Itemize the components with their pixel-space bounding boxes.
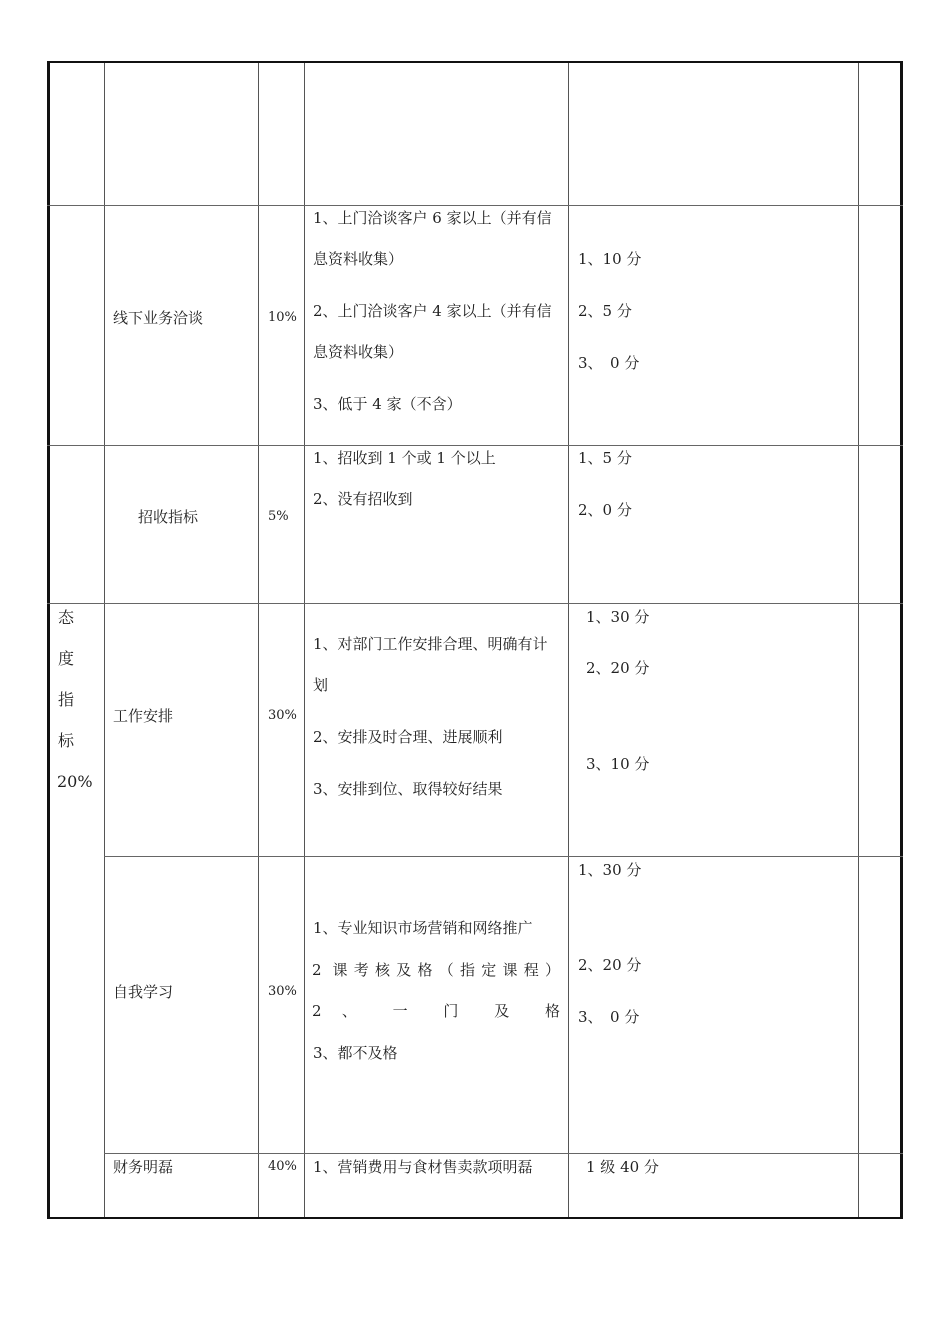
column-divider <box>304 62 305 1218</box>
table-border-right <box>900 62 903 1219</box>
row-divider <box>104 856 903 857</box>
category-char: 标 <box>58 731 75 750</box>
column-divider <box>858 62 859 1218</box>
criteria-line: 划 <box>313 676 329 694</box>
score-line: 2、20 分 <box>586 659 650 677</box>
category-label <box>48 604 104 809</box>
row-divider <box>47 445 903 446</box>
score-line: 3、 0 分 <box>578 354 640 372</box>
item-name: 招收指标 <box>138 508 199 526</box>
criteria-line: 息资料收集） <box>313 343 404 361</box>
row-divider <box>104 1153 903 1154</box>
score-line: 3、10 分 <box>586 755 650 773</box>
score-line: 1、10 分 <box>578 250 642 268</box>
item-name: 工作安排 <box>113 707 174 725</box>
score-line: 1 级 40 分 <box>586 1158 659 1176</box>
criteria-line: 2、没有招收到 <box>313 490 413 508</box>
column-divider <box>568 62 569 1218</box>
criteria-line: 1、招收到 1 个或 1 个以上 <box>313 449 496 467</box>
criteria-line: 1、专业知识市场营销和网络推广 <box>313 919 533 937</box>
row-divider <box>47 205 903 206</box>
score-line: 1、30 分 <box>578 861 642 879</box>
item-name: 财务明磊 <box>113 1158 174 1176</box>
criteria-line: 3、都不及格 <box>313 1044 398 1062</box>
criteria-line: 3、安排到位、取得较好结果 <box>313 780 503 798</box>
score-line: 2、5 分 <box>578 302 632 320</box>
score-line: 2、20 分 <box>578 956 642 974</box>
score-line: 1、5 分 <box>578 449 632 467</box>
category-char: 20% <box>57 772 93 791</box>
item-weight: 30% <box>268 708 297 723</box>
item-weight: 5% <box>268 509 289 524</box>
item-name: 自我学习 <box>113 983 174 1001</box>
criteria-line: 2 课考核及格（指定课程） <box>312 961 560 979</box>
category-char: 指 <box>58 690 75 709</box>
table-border-bottom <box>47 1217 903 1219</box>
item-weight: 10% <box>268 310 297 325</box>
category-char: 度 <box>58 649 75 668</box>
criteria-line: 1、对部门工作安排合理、明确有计 <box>313 635 548 653</box>
column-divider <box>258 62 259 1218</box>
criteria-line: 2、上门洽谈客户 4 家以上（并有信 <box>313 302 552 320</box>
column-divider <box>104 62 105 1218</box>
criteria-line: 1、营销费用与食材售卖款项明磊 <box>313 1158 533 1176</box>
item-name: 线下业务洽谈 <box>113 309 204 327</box>
criteria-line: 2 、 一 门 及 格 <box>312 1002 560 1020</box>
item-weight: 30% <box>268 984 297 999</box>
criteria-line: 息资料收集） <box>313 250 404 268</box>
score-line: 1、30 分 <box>586 608 650 626</box>
row-divider <box>47 603 903 604</box>
category-char: 态 <box>58 608 75 627</box>
criteria-line: 2、安排及时合理、进展顺利 <box>313 728 503 746</box>
table-border-top <box>47 61 903 63</box>
item-weight: 40% <box>268 1159 297 1174</box>
score-line: 2、0 分 <box>578 501 632 519</box>
criteria-line: 1、上门洽谈客户 6 家以上（并有信 <box>313 209 552 227</box>
criteria-line: 3、低于 4 家（不含） <box>313 395 462 413</box>
score-line: 3、 0 分 <box>578 1008 640 1026</box>
